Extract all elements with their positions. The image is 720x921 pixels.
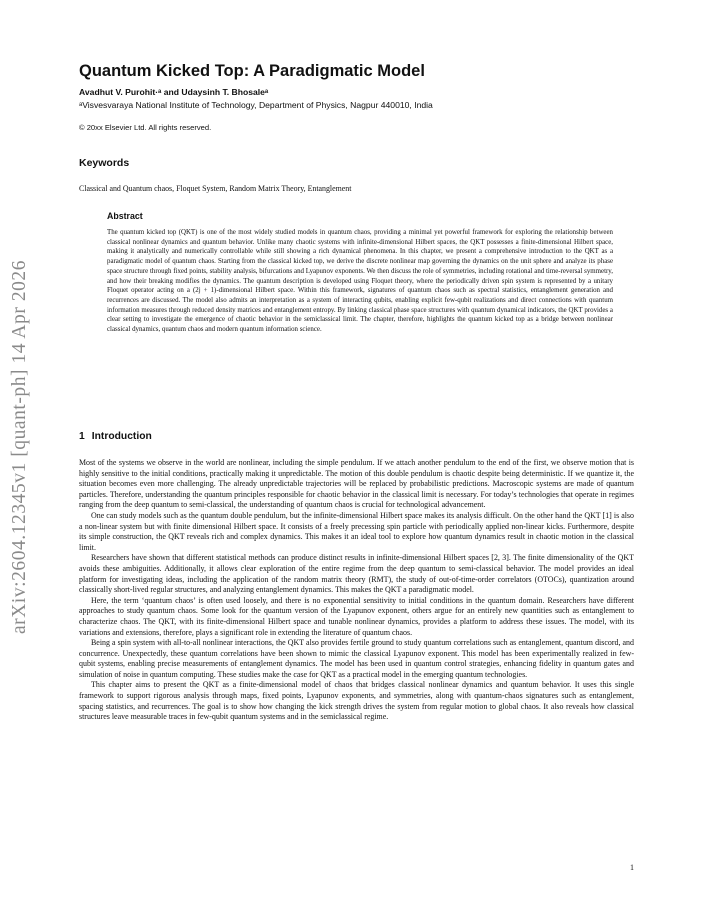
body-paragraph: Researchers have shown that different statistical methods can produce distinct results in infinite-dimensional Hilbert spaces [2, 3]. The finite dimensionality of the QKT avoids these ambiguities. Additionally, it allows clear exploration of the entire regime from the deep quantum to semi-classical behavior. The model provides an ideal platform for investigating ideas, including the application of the random matrix theory (RMT), the study of out-of-time-order correlators (OTOCs), quantization around classically short-lived regular structures, and analyzing entanglement dynamics. This makes the QKT a paradigmatic model. xyxy=(79,553,634,595)
section-title: Introduction xyxy=(91,431,152,442)
affiliation: ᵃVisvesvaraya National Institute of Technology, Department of Physics, Nagpur 440010, India xyxy=(79,100,433,110)
body-paragraph: Being a spin system with all-to-all nonlinear interactions, the QKT also provides fertile ground to study quantum correlations such as entanglement, quantum discord, and concurrence. Unexpectedly, these quantum correlations have been shown to mimic the classical Lyapunov exponent. This model has been experimentally realized in few-qubit systems, enabling precise measurements of entanglement dynamics. The model has been used in quantum control strategies, enhancing fidelity in quantum gates and simulation of noise in quantum computing. These studies make the case for QKT as a practical model in the emerging quantum technologies. xyxy=(79,638,634,679)
copyright-notice: © 20xx Elsevier Ltd. All rights reserved. xyxy=(79,123,212,132)
section-number: 1 xyxy=(79,431,85,442)
author-list: Avadhut V. Purohit·ᵃ and Udaysinh T. Bhosaleᵃ xyxy=(79,87,269,97)
keywords-text: Classical and Quantum chaos, Floquet System, Random Matrix Theory, Entanglement xyxy=(79,184,352,193)
body-paragraph: One can study models such as the quantum double pendulum, but the infinite-dimensional Hilbert space makes its analysis difficult. On the other hand the QKT [1] is also a non-linear system but with finite dimensional Hilbert space. It consists of a freely precessing spin particle with periodically applied non-linear kicks. Furthermore, despite its simple construction, the QKT reveals rich and complex dynamics. This makes it an ideal tool to explore how quantum dynamics result in chaotic motion in the classical limit. xyxy=(79,510,634,552)
body-paragraph: Here, the term ‘quantum chaos’ is often used loosely, and there is no exponential sensitivity to initial conditions in the quantum domain. Researchers have different approaches to study quantum chaos. Some look for the quantum version of the Lyapunov exponent, others argue for an entirely new quantities such as entanglement to characterize chaos. The QKT, with its finite-dimensional Hilbert space and tunable nonlinear dynamics, provides a platform to address these issues. The model, with its variations and extensions, therefore, plays a significant role in extending the literature of quantum chaos. xyxy=(79,595,634,637)
keywords-heading: Keywords xyxy=(79,157,130,169)
abstract-text: The quantum kicked top (QKT) is one of the most widely studied models in quantum chaos, providing a minimal yet powerful framework for exploring the relationship between classical nonlinear dynamics and quantum behavior. Unlike many chaotic systems with infinite-dimensional Hilbert spaces, the QKT possesses a finite-dimensional Hilbert space, making it analytically and numerically controllable while still showing a rich dynamical phenomena. In this chapter, we present a comprehensive introduction to the QKT as a paradigmatic model of quantum chaos. Starting from the classical kicked top, we derive the discrete nonlinear map governing the dynamics on the unit sphere and analyze its phase space structure through fixed points, stability analysis, bifurcations and Lyapunov exponents. We then discuss the role of symmetries, including rotational and time-reversal symmetry, and how their breaking modifies the dynamics. The quantum description is developed using Floquet theory, where the periodically driven spin system is represented by a unitary Floquet operator acting on a (2j + 1)-dimensional Hilbert space. Within this framework, signatures of quantum chaos such as spectral statistics, entanglement generation and recurrences are discussed. The model also admits an interpretation as a system of interacting qubits, enabling explicit few-qubit realizations and direct connections with quantum information measures through reduced density matrices and entanglement entropy. By linking classical phase space structures with quantum dynamical indicators, the QKT provides a clear setting to investigate the emergence of chaotic behavior in the semiclassical limit. The chapter, therefore, highlights the quantum kicked top as a bridge between nonlinear classical dynamics, quantum chaos and modern quantum information science. xyxy=(107,229,613,334)
body-paragraph: Most of the systems we observe in the world are nonlinear, including the simple pendulum. If we attach another pendulum to the end of the first, we observe motion that is highly sensitive to the initial conditions, practically making it unpredictable. The motion of this double pendulum is chaotic despite being deterministic. If we quantize it, the situation becomes even more challenging. The already unpredictable trajectories will be replaced by probabilistic predictions. Macroscopic systems are made of quantum particles. Therefore, understanding the quantum principles responsible for chaotic behavior in the classical limit is necessary. For today’s technologies that operate in regimes ranging from the deep quantum to semi-classical, the understanding of quantum chaos is crucial for technological advancement. xyxy=(79,458,634,510)
page-number: 1 xyxy=(630,863,634,872)
arxiv-identifier[interactable]: arXiv:2604.12345v1 [quant-ph] 14 Apr 2026 xyxy=(9,259,31,635)
abstract-heading: Abstract xyxy=(107,211,143,221)
section-heading xyxy=(79,431,152,442)
arxiv-side-stamp[interactable] xyxy=(2,242,38,652)
section-body xyxy=(79,458,634,723)
paper-title: Quantum Kicked Top: A Paradigmatic Model xyxy=(79,62,425,80)
body-paragraph: This chapter aims to present the QKT as a finite-dimensional model of chaos that bridges classical nonlinear dynamics and quantum behavior. It uses this single framework to support rigorous analysis through maps, fixed points, Lyapunov exponents, and symmetries, along with quantum-chaos signatures such as entanglement, spacing statistics, and recurrences. The goal is to show how changing the kick strength drives the system from regular motion to global chaos. It also reveals how classical structures leave measurable traces in few-qubit quantum systems and in the semiclassical regime. xyxy=(79,680,634,722)
